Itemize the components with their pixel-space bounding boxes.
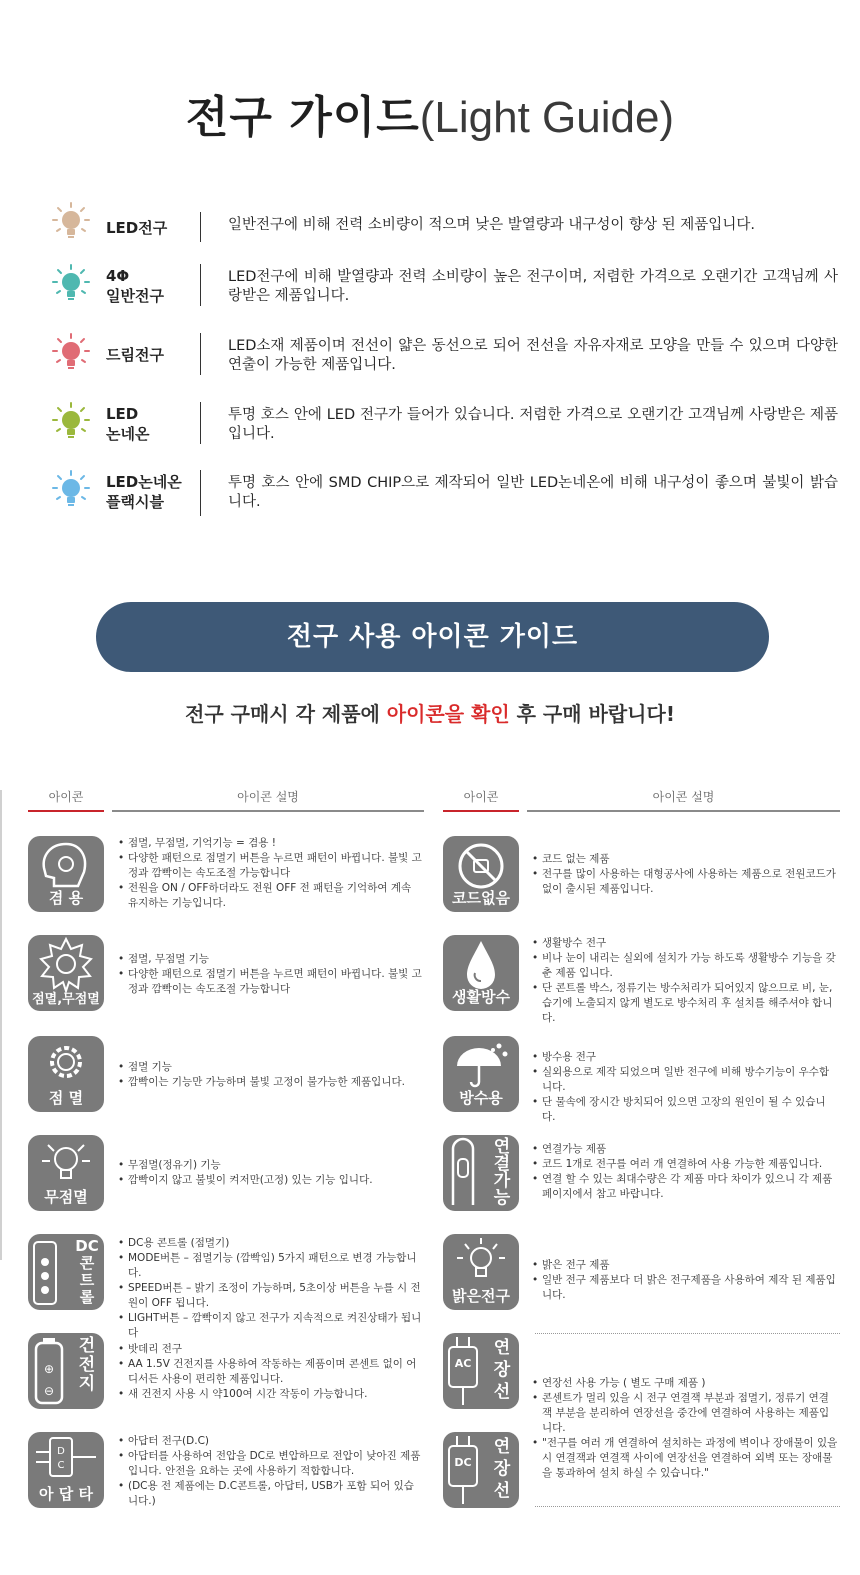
dotted-divider-bottom bbox=[535, 1506, 840, 1507]
dc-control-description: • DC용 콘트롤 (점멸기) • MODE버튼 – 점멸기능 (깜빡임) 5가지 패턴으로 변경 가능합니다. • SPEED버튼 – 밝기 조정이 가능하며, 5초이상 버튼을 누를 시 전원이 OFF 됩니다. • LIGHT버튼 – 깜빡이지 않고 전구가 지속적으로 켜진상태가 됩니다 bbox=[118, 1236, 423, 1341]
notice-highlight: 아이콘을 확인 bbox=[386, 702, 510, 726]
dotted-divider-top bbox=[535, 1333, 840, 1334]
connectable-icon: 연결가능 bbox=[443, 1135, 519, 1211]
battery-icon: ⊕ ⊖ 건전지 bbox=[28, 1333, 104, 1409]
lightbulb-icon bbox=[48, 262, 94, 308]
bulb-description: 일반전구에 비해 전력 소비량이 적으며 낮은 발열량과 내구성이 향상 된 제품입니다. bbox=[228, 217, 755, 233]
bright-bulb-icon: 밝은전구 bbox=[443, 1234, 519, 1310]
adapter-description: • 아답터 전구(D.C) • 아답터를 사용하여 전압을 DC로 변압하므로 전압이 낮아진 제품입니다. 안전을 요하는 곳에 사용하기 적합합니다. • (DC용 전 제품에는 D.C콘트롤, 아답터, USB가 포함 되어 있습니다.) bbox=[118, 1434, 423, 1509]
right-desc-header: 아이콘 설명 bbox=[527, 788, 840, 812]
title-english: (Light Guide) bbox=[419, 93, 675, 142]
lightbulb-icon bbox=[48, 468, 94, 514]
left-edge-line bbox=[0, 790, 2, 1260]
bulb-name: 드림전구 bbox=[106, 346, 164, 364]
combo-description: • 점멸, 무점멸, 기억기능 = 겸용 ! • 다양한 패턴으로 점멸기 버튼을 누르면 패턴이 바뀝니다. 불빛 고정과 깜빡이는 속도조절 가능합니다 • 전원을 ON / OFF하더라도 전원 OFF 전 패턴을 기억하여 계속 유지하는 기능입니다. bbox=[118, 836, 423, 911]
bulb-description: LED소재 제품이며 전선이 얇은 동선으로 되어 전선을 자유자재로 모양을 만들 수 있으며 다양한 연출이 가능한 제품입니다. bbox=[228, 338, 838, 373]
notice-text-before: 전구 구매시 각 제품에 bbox=[185, 702, 387, 726]
steady-icon: 무점멸 bbox=[28, 1135, 104, 1211]
water-resistant-description: • 생활방수 전구 • 비나 눈이 내리는 실외에 설치가 가능 하도록 생활방수 기능을 갖춘 제품 입니다. • 단 콘트롤 박스, 정류기는 방수처리가 되어있지 않으므로 비, 눈, 습기에 노출되지 않게 별도로 방수처리 후 설치를 해주셔야 합니다. bbox=[532, 936, 838, 1026]
icon-guide-banner: 전구 사용 아이콘 가이드 bbox=[96, 602, 769, 672]
svg-text:⊕: ⊕ bbox=[43, 1362, 55, 1376]
svg-text:⊖: ⊖ bbox=[43, 1384, 55, 1398]
svg-text:D: D bbox=[57, 1446, 65, 1457]
left-icon-header: 아이콘 bbox=[28, 788, 104, 812]
svg-text:C: C bbox=[57, 1460, 65, 1471]
lightbulb-icon bbox=[48, 331, 94, 377]
water-resistant-icon: 생활방수 bbox=[443, 935, 519, 1011]
divider bbox=[200, 402, 201, 444]
ac-extension-icon: AC 연장선 bbox=[443, 1333, 519, 1409]
blink-steady-icon: 점멸,무점멸 bbox=[28, 935, 104, 1011]
waterproof-icon: 방수용 bbox=[443, 1036, 519, 1112]
bright-bulb-description: • 밝은 전구 제품 • 일반 전구 제품보다 더 밝은 전구제품을 사용하여 제작 된 제품입니다. bbox=[532, 1258, 838, 1303]
no-cord-icon: 코드없음 bbox=[443, 836, 519, 912]
divider bbox=[200, 333, 201, 375]
right-icon-header: 아이콘 bbox=[443, 788, 519, 812]
purchase-notice bbox=[0, 698, 860, 727]
title-korean: 전구 가이드 bbox=[185, 92, 420, 143]
page-title bbox=[0, 88, 860, 148]
divider bbox=[200, 212, 201, 242]
waterproof-description: • 방수용 전구 • 실외용으로 제작 되었으며 일반 전구에 비해 방수기능이 우수합니다. • 단 물속에 장시간 방치되어 있으면 고장의 원인이 될 수 있습니다. bbox=[532, 1050, 838, 1125]
adapter-icon: D C 아 답 타 bbox=[28, 1432, 104, 1508]
notice-text-after: 후 구매 바랍니다! bbox=[509, 702, 675, 726]
bulb-name: LED 논네온 bbox=[106, 405, 150, 443]
bulb-description: 투명 호스 안에 LED 전구가 들어가 있습니다. 저렴한 가격으로 오랜기간 고객님께 사랑받은 제품입니다. bbox=[228, 407, 838, 442]
bulb-name: 4Φ 일반전구 bbox=[106, 267, 164, 305]
extension-description: • 연장선 사용 가능 ( 별도 구매 제품 ) • 콘센트가 멀리 있을 시 전구 연결잭 부분과 점멸기, 정류기 연결잭 부분을 분리하여 연장선을 중간에 연결하여 사용하는 제품입니다. • "전구를 여러 개 연결하여 설치하는 과정에 벽이나 장애물이 있을 시 연결잭과 연결잭 사이에 연장선을 연결하여 외벽 또는 장애물을 통과하여 설치 하실 수 있습니다." bbox=[532, 1376, 838, 1481]
bulb-name: LED논네온 플랙시블 bbox=[106, 473, 182, 511]
divider bbox=[200, 264, 201, 306]
steady-description: • 무점멸(정유기) 기능 • 깜빡이지 않고 불빛이 켜저만(고정) 있는 기능 입니다. bbox=[118, 1158, 423, 1188]
left-desc-header: 아이콘 설명 bbox=[112, 788, 424, 812]
no-cord-description: • 코드 없는 제품 • 전구를 많이 사용하는 대형공사에 사용하는 제품으로 전원코드가 없이 출시된 제품입니다. bbox=[532, 852, 838, 897]
dc-control-icon: DC 콘트롤 bbox=[28, 1234, 104, 1310]
lightbulb-icon bbox=[48, 200, 94, 246]
blink-icon: 점 멸 bbox=[28, 1036, 104, 1112]
bulb-description: LED전구에 비해 발열량과 전력 소비량이 높은 전구이며, 저렴한 가격으로 오랜기간 고객님께 사랑받은 제품입니다. bbox=[228, 269, 838, 304]
blink-description: • 점멸 기능 • 깜빡이는 기능만 가능하며 불빛 고정이 불가능한 제품입니다. bbox=[118, 1060, 423, 1090]
divider bbox=[200, 470, 201, 516]
combo-icon: 겸 용 bbox=[28, 836, 104, 912]
bulb-description: 투명 호스 안에 SMD CHIP으로 제작되어 일반 LED논네온에 비해 내구성이 좋으며 불빛이 밝습니다. bbox=[228, 475, 838, 510]
bulb-name: LED전구 bbox=[106, 219, 168, 237]
connectable-description: • 연결가능 제품 • 코드 1개로 전구를 여러 개 연결하여 사용 가능한 제품입니다. • 연결 할 수 있는 최대수량은 각 제품 마다 차이가 있으니 각 제품 페이지에서 참고 바랍니다. bbox=[532, 1142, 838, 1202]
blink-steady-description: • 점멸, 무점멸 기능 • 다양한 패턴으로 점멸기 버튼을 누르면 패턴이 바뀝니다. 불빛 고정과 깜빡이는 속도조절 가능합니다 bbox=[118, 952, 423, 997]
dc-extension-icon: DC 연장선 bbox=[443, 1432, 519, 1508]
battery-description: • 밧데리 전구 • AA 1.5V 건전지를 사용하여 작동하는 제품이며 콘센트 없이 어디서든 사용이 편리한 제품입니다. • 새 건전지 사용 시 약100여 시간 작동이 가능합니다. bbox=[118, 1342, 423, 1402]
lightbulb-icon bbox=[48, 400, 94, 446]
